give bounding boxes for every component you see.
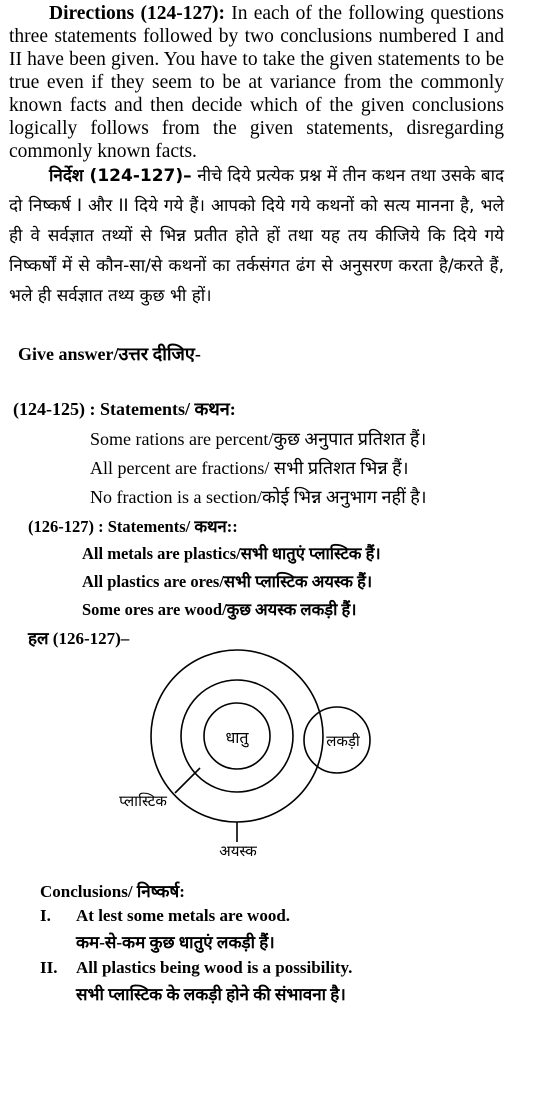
directions-paragraph [9, 2, 504, 163]
conclusion-text-en: At lest some metals are wood. [76, 906, 291, 925]
set1-statement: All percent are fractions/ सभी प्रतिशत भिन्न हैं। [90, 458, 409, 478]
plastic-pointer [175, 768, 200, 793]
nirdesh-paragraph [9, 161, 504, 311]
conclusions-heading: Conclusions/ निष्कर्ष: [40, 882, 185, 901]
set1-statement: Some rations are percent/कुछ अनुपात प्रतिशत हैं। [90, 429, 427, 449]
metal-label: धातु [225, 728, 249, 747]
conclusion-text-hi: सभी प्लास्टिक के लकड़ी होने की संभावना है। [76, 985, 346, 1004]
conclusion-number: I. [40, 906, 51, 925]
directions-text: In each of the following questions three statements followed by two conclusions numbered I and II have been given. You have to take the given statements to be true even if they seem to be at variance from the commonly known facts and then decide which of the given conclusions logically follows from the given statements, disregarding commonly known facts. [9, 3, 504, 162]
set2-statement: All plastics are ores/सभी प्लास्टिक अयस्क हैं। [82, 572, 373, 591]
set2-statement: All metals are plastics/सभी धातुएं प्लास्टिक हैं। [82, 544, 381, 563]
directions-label: Directions (124-127): [49, 3, 225, 24]
conclusion-number: II. [40, 958, 58, 977]
ore-label: अयस्क [219, 842, 257, 860]
wood-label: लकड़ी [326, 732, 360, 750]
venn-diagram [0, 640, 541, 880]
set1-statement: No fraction is a section/कोई भिन्न अनुभाग नहीं है। [90, 487, 427, 507]
set2-statement: Some ores are wood/कुछ अयस्क लकड़ी हैं। [82, 600, 357, 619]
nirdesh-text: नीचे दिये प्रत्येक प्रश्न में तीन कथन तथा उसके बाद दो निष्कर्ष I और II दिये गये हैं। आपको दिये गये कथनों को सत्य मानना है, भले ही वे सर्वज्ञात तथ्यों से भिन्न प्रतीत होते हों तथा यह तय कीजिये कि दिये गये निष्कर्षों में से कौन-सा/से कथनों का तर्कसंगत ढंग से अनुसरण करता है/करते हैं, भले ही सर्वज्ञात तथ्य कुछ भी हों। [9, 166, 504, 306]
give-answer: Give answer/उत्तर दीजिए- [18, 344, 201, 364]
set1-heading: (124-125) : Statements/ कथन: [13, 399, 236, 419]
conclusion-text-hi: कम-से-कम कुछ धातुएं लकड़ी हैं। [76, 933, 275, 952]
plastic-label: प्लास्टिक [119, 792, 167, 810]
nirdesh-label: निर्देश (124-127)– [49, 166, 192, 186]
solution-label: हल (126-127)– [28, 629, 130, 648]
conclusion-text-en: All plastics being wood is a possibility. [76, 958, 353, 977]
set2-heading: (126-127) : Statements/ कथन:: [28, 517, 238, 536]
